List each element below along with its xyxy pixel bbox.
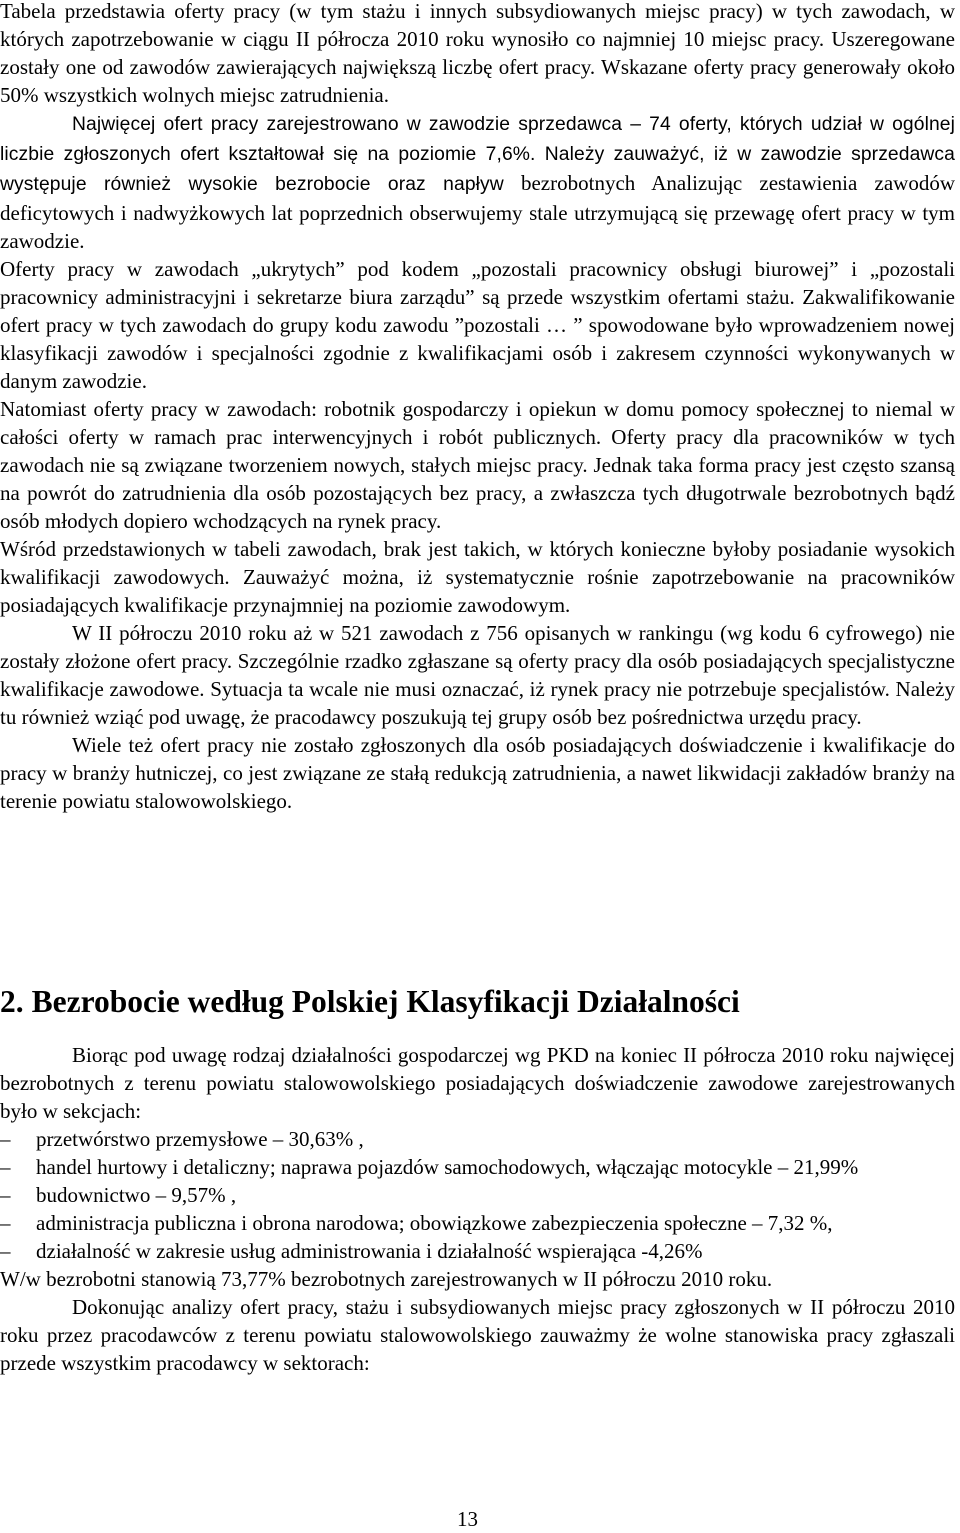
list-item: [0, 1125, 955, 1153]
list-item-text: budownictwo – 9,57% ,: [36, 1183, 237, 1207]
section-title: Bezrobocie według Polskiej Klasyfikacji Działalności: [31, 984, 740, 1019]
list-item-text: handel hurtowy i detaliczny; naprawa pojazdów samochodowych, włączając motocykle – 21,99%: [36, 1155, 859, 1179]
paragraph-hutnictwo: Wiele też ofert pracy nie zostało zgłoszonych dla osób posiadających doświadczenie i kwalifikacje do pracy w branży hutniczej, co jest związane ze stałą redukcją zatrudnienia, a nawet likwidacji zakładów branży na terenie powiatu stalowowolskiego.: [0, 733, 955, 813]
dash-bullet: –: [0, 1239, 11, 1263]
pkd-sections-list: [0, 1125, 955, 1265]
section-number: 2.: [0, 984, 24, 1019]
list-item-text: przetwórstwo przemysłowe – 30,63% ,: [36, 1127, 364, 1151]
dash-bullet: –: [0, 1211, 11, 1235]
paragraph-kwalifikacje: Wśród przedstawionych w tabeli zawodach, brak jest takich, w których konieczne byłoby posiadanie wysokich kwalifikacji zawodowych. Zauważyć można, iż systematycznie rośnie zapotrzebowanie na pracowników posiadających kwalifikacje przynajmniej na poziomie zawodowym.: [0, 537, 955, 617]
section-heading: [0, 984, 955, 1019]
list-item: [0, 1209, 955, 1237]
paragraph-sprzedawca-sans: Najwięcej ofert pracy zarejestrowano w zawodzie sprzedawca – 74 oferty, których udział w ogólnej liczbie zgłoszonych ofert kształtował się na poziomie 7,6%. Należy zauważyć, iż w zawodzie sprzedawca występuje również wysokie bezrobocie oraz napływ: [0, 114, 955, 195]
dash-bullet: –: [0, 1155, 11, 1179]
section-summary: W/w bezrobotni stanowią 73,77% bezrobotnych zarejestrowanych w II półroczu 2010 roku.: [0, 1267, 773, 1291]
list-item: [0, 1237, 955, 1265]
section-closing: Dokonując analizy ofert pracy, stażu i subsydiowanych miejsc pracy zgłoszonych w II półroczu 2010 roku przez pracodawców z terenu powiatu stalowowolskiego zauważmy że wolne stanowiska pracy zgłaszali przede wszystkim pracodawcy w sektorach:: [0, 1295, 955, 1375]
paragraph-prace-interwencyjne: Natomiast oferty pracy w zawodach: robotnik gospodarczy i opiekun w domu pomocy społecznej to niemal w całości oferty w ramach prac interwencyjnych i robót publicznych. Oferty pracy dla pracowników w tych zawodach nie są związane tworzeniem nowych, stałych miejsc pracy. Jednak taka forma pracy jest często szansą na powrót do zatrudnienia dla osób pozostających bez pracy, a zwłaszcza tych długotrwale bezrobotnych bądź osób młodych dopiero wchodzących na rynek pracy.: [0, 397, 955, 533]
list-item: [0, 1181, 955, 1209]
section-body: [0, 1041, 955, 1377]
list-item: [0, 1153, 955, 1181]
dash-bullet: –: [0, 1183, 11, 1207]
list-item-text: administracja publiczna i obrona narodowa; obowiązkowe zabezpieczenia społeczne – 7,32 %,: [36, 1211, 833, 1235]
page-number: 13: [457, 1507, 478, 1531]
section-intro: Biorąc pod uwagę rodzaj działalności gospodarczej wg PKD na koniec II półrocza 2010 roku najwięcej bezrobotnych z terenu powiatu stalowowolskiego posiadających doświadczenie zawodowe zarejestrowanych było w sekcjach:: [0, 1043, 955, 1123]
dash-bullet: –: [0, 1127, 11, 1151]
list-item-text: działalność w zakresie usług administrowania i działalność wspierająca -4,26%: [36, 1239, 703, 1263]
paragraph-sprzedawca: [0, 109, 955, 255]
paragraph-ukryte-zawody: Oferty pracy w zawodach „ukrytych” pod kodem „pozostali pracownicy obsługi biurowej” i „pozostali pracownicy administracyjni i sekretarze biura zarządu” są przede wszystkim ofertami stażu. Zakwalifikowanie ofert pracy w tych zawodach do grupy kodu zawodu ”pozostali … ” spowodowane było wprowadzeniem nowej klasyfikacji zawodów i specjalności zgodnie z kwalifikacjami osób i zakresem czynności wykonywanych w danym zawodzie.: [0, 257, 955, 393]
paragraph-intro: Tabela przedstawia oferty pracy (w tym stażu i innych subsydiowanych miejsc pracy) w tych zawodach, w których zapotrzebowanie w ciągu II półrocza 2010 roku wynosiło co najmniej 10 miejsc pracy. Uszeregowane zostały one od zawodów zawierających największą liczbę ofert pracy. Wskazane oferty pracy generowały około 50% wszystkich wolnych miejsc zatrudnienia.: [0, 0, 955, 107]
paragraph-brak-ofert: W II półroczu 2010 roku aż w 521 zawodach z 756 opisanych w rankingu (wg kodu 6 cyfrowego) nie zostały złożone ofert pracy. Szczególnie rzadko zgłaszane są oferty pracy dla osób posiadających specjalistyczne kwalifikacje zawodowe. Sytuacja ta wcale nie musi oznaczać, iż rynek pracy nie potrzebuje specjalistów. Należy tu również wziąć pod uwagę, że pracodawcy poszukują tej grupy osób bez pośrednictwa urzędu pracy.: [0, 621, 955, 729]
paragraph-sprzedawca-serif: bezrobotnych Analizując zestawienia zawodów deficytowych i nadwyżkowych lat poprzednich obserwujemy stale utrzymującą się przewagę ofert pracy w tym zawodzie.: [0, 171, 955, 253]
